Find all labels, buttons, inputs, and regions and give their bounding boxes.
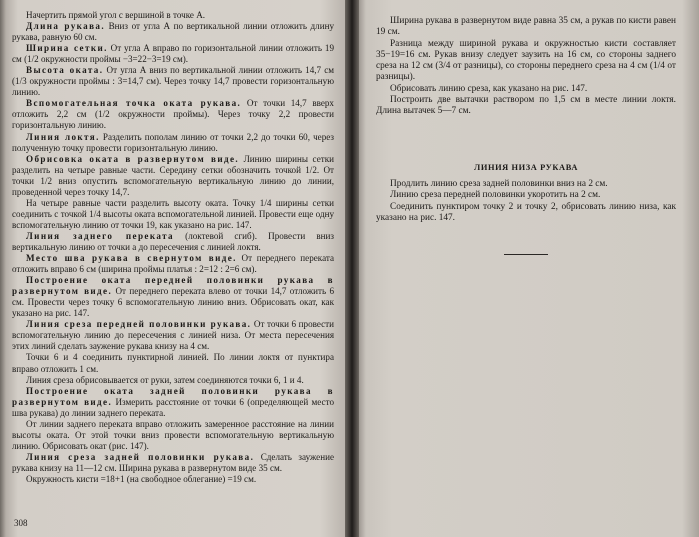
paragraph-lead: Обрисовка оката в развернутом виде. xyxy=(26,153,240,164)
paragraph-text: Вниз от угла А по вертикальной линии отложить длину рукава, равную 60 см. xyxy=(12,21,334,43)
paragraph-text: (локтевой сгиб). Провести вниз вертикальную линию от точки a до пересечения с линией локтя. xyxy=(12,230,334,252)
paragraph-lead: Линия среза передней половинки рукава. xyxy=(26,319,252,330)
paragraph xyxy=(12,253,334,275)
paragraph xyxy=(12,275,334,319)
paragraph xyxy=(12,386,334,419)
left-page-text xyxy=(12,10,334,485)
paragraph-lead: Вспомогательная точка оката рукава. xyxy=(26,98,242,109)
paragraph-text: От переднего переката влево от точки 14,7 отложить 6 см. Провести через точку 6 вспомогательную линию вниз. Обрисовать окат, как указано на рис. 147. xyxy=(12,286,334,319)
paragraph-text: От угла А вправо по горизонтальной линии отложить 19 см (1/2 окружности проймы −3=22−3=19 см). xyxy=(12,43,334,65)
right-paragraphs-top xyxy=(376,16,676,118)
paragraph-text: От точки 6 провести вспомогательную линию до пересечения с линией низа. От места пересечения этих линий сделать заужение рукава книзу на 4 см. xyxy=(12,319,334,352)
paragraph-text: Линию ширины сетки разделить на четыре равные части. Середину сетки обозначить точкой 1/2. От точки 1/2 вниз опустить вспомогательную вертикальную линию до линии, проведенной через точку 14,7. xyxy=(12,153,334,197)
paragraph-lead: Длина рукава. xyxy=(26,21,106,32)
paragraph: Линию среза передней половинки укоротить на 2 см. xyxy=(390,190,601,201)
section-heading: ЛИНИЯ НИЗА РУКАВА xyxy=(474,162,578,172)
paragraph xyxy=(12,132,334,154)
right-paragraphs-bottom xyxy=(376,179,676,224)
paragraph: Ширина рукава в развернутом виде равна 35 см, а рукав по кисти равен 19 см. xyxy=(376,16,676,38)
paragraph-lead: Линия локтя. xyxy=(26,131,100,142)
paragraph: Соединить пунктиром точку 2 и точку 2, обрисовать линию низа, как указано на рис. 147. xyxy=(376,201,676,223)
paragraph-text: От угла А вниз по вертикальной линии отложить 14,7 см (1/3 окружности проймы : 3=14,7 см). Через точку 14,7 провести горизонтальную линию. xyxy=(12,65,335,98)
paragraph-lead: Место шва рукава в свернутом виде. xyxy=(26,253,237,264)
right-page-text xyxy=(376,16,676,255)
paragraph-text: Сделать заужение рукава книзу на 11—12 см. Ширина рукава в развернутом виде 35 см. xyxy=(12,451,334,473)
paragraph: Линия среза обрисовывается от руки, затем соединяются точки 6, 1 и 4. xyxy=(26,374,304,385)
paragraph: Разница между шириной рукава и окружностью кисти составляет 35−19=16 см. Рукав внизу следует заузить на 16 см, со стороны заднего среза на 12 см (3/4 от разницы), со стороны переднего среза на 4 см (1/4 от разницы). xyxy=(376,38,676,83)
page-number: 308 xyxy=(14,518,28,528)
paragraph: Начертить прямой угол с вершиной в точке А. xyxy=(26,10,206,20)
paragraph: Точки 6 и 4 соединить пунктирной линией. По линии локтя от пунктира вправо отложить 1 см. xyxy=(12,352,334,374)
book-gutter xyxy=(345,0,359,537)
paragraph: Окружность кисти =18+1 (на свободное облегание) =19 см. xyxy=(26,473,257,484)
paragraph-text: От точки 14,7 вверх отложить 2,2 см (1/2 окружности проймы). Через точку 2,2 провести горизонтальную линию. xyxy=(12,98,334,131)
paragraph-lead: Ширина сетки. xyxy=(26,43,108,54)
paragraph-lead: Линия среза задней половинки рукава. xyxy=(26,451,255,462)
paragraph: От линии заднего переката вправо отложить замеренное расстояние на линии высоты оката. От этой точки вниз провести вспомогательную вертикальную линию. Обрисовать окат (рис. 147). xyxy=(12,418,334,451)
paragraph xyxy=(12,43,334,65)
paragraph xyxy=(12,98,334,131)
paragraph: На четыре равные части разделить высоту оката. Точку 1/4 ширины сетки соединить с точкой 1/4 высоты оката вспомогательной линией. Провести еще одну вспомогательную линию от точки 19, как указано на рис. 147. xyxy=(12,197,334,230)
paragraph-lead: Линия заднего переката xyxy=(26,230,174,241)
paragraph-lead: Высота оката. xyxy=(26,65,104,76)
paragraph xyxy=(12,21,334,43)
paragraph xyxy=(12,65,334,98)
paragraph xyxy=(12,231,334,253)
paragraph-text: От переднего переката отложить вправо 6 см (ширина проймы платья : 2=12 : 2=6 см). xyxy=(12,253,334,275)
paragraph-text: Разделить пополам линию от точки 2,2 до точки 60, через полученную точку провести горизонтальную линию. xyxy=(12,131,334,153)
paragraph xyxy=(12,452,334,474)
paragraph-text: Измерить расстояние от точки 6 (определяющей место шва рукава) до линии заднего переката. xyxy=(12,396,334,418)
paragraph: Продлить линию среза задней половинки вниз на 2 см. xyxy=(390,178,608,189)
closing-rule xyxy=(504,254,548,255)
paragraph-lead: Построение оката задней половинки рукава в развернутом виде. xyxy=(12,385,334,407)
paragraph-lead: Построение оката передней половинки рукава в развернутом виде. xyxy=(12,275,334,297)
paragraph: Обрисовать линию среза, как указано на рис. 147. xyxy=(390,83,588,94)
paragraph xyxy=(12,319,334,352)
paragraph: Построить две вытачки раствором по 1,5 см в месте линии локтя. Длина вытачек 5—7 см. xyxy=(376,95,676,117)
paragraph xyxy=(12,154,334,198)
